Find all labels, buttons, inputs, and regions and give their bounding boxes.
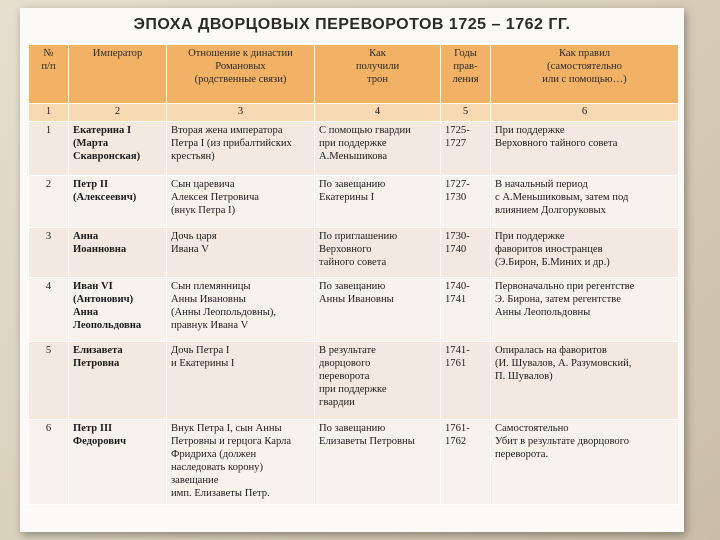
- cell-rule: В начальный период с А.Меньшиковым, затем под влиянием Долгоруковых: [491, 176, 679, 228]
- column-number: 5: [441, 104, 491, 122]
- header-throne: Как получили трон: [315, 45, 441, 104]
- cell-relation: Внук Петра I, сын Анны Петровны и герцога Карла Фридриха (должен наследовать корону) завещание имп. Елизаветы Петр.: [167, 420, 315, 505]
- cell-years: 1725- 1727: [441, 122, 491, 176]
- cell-throne: По приглашению Верховного тайного совета: [315, 228, 441, 278]
- cell-num: 3: [29, 228, 69, 278]
- cell-years: 1741- 1761: [441, 342, 491, 420]
- cell-num: 1: [29, 122, 69, 176]
- cell-relation: Дочь царя Ивана V: [167, 228, 315, 278]
- cell-years: 1761- 1762: [441, 420, 491, 505]
- cell-relation: Сын царевича Алексея Петровича (внук Петра I): [167, 176, 315, 228]
- header-num: № п/п: [29, 45, 69, 104]
- page-title: ЭПОХА ДВОРЦОВЫХ ПЕРЕВОРОТОВ 1725 – 1762 ГГ.: [133, 16, 571, 33]
- cell-emperor: Петр III Федорович: [69, 420, 167, 505]
- cell-num: 4: [29, 278, 69, 342]
- table-row: [29, 278, 679, 342]
- cell-throne: По завещанию Анны Ивановны: [315, 278, 441, 342]
- cell-num: 5: [29, 342, 69, 420]
- table-row: [29, 122, 679, 176]
- cell-throne: В результате дворцового переворота при поддержке гвардии: [315, 342, 441, 420]
- cell-throne: С помощью гвардии при поддержке А.Меньшикова: [315, 122, 441, 176]
- header-relation: Отношение к династии Романовых (родственные связи): [167, 45, 315, 104]
- cell-relation: Дочь Петра I и Екатерины I: [167, 342, 315, 420]
- table-row: [29, 420, 679, 505]
- cell-rule: Самостоятельно Убит в результате дворцового переворота.: [491, 420, 679, 505]
- column-number: 4: [315, 104, 441, 122]
- cell-num: 2: [29, 176, 69, 228]
- column-number-row: [29, 104, 679, 122]
- cell-num: 6: [29, 420, 69, 505]
- cell-emperor: Иван VI (Антонович) Анна Леопольдовна: [69, 278, 167, 342]
- slide: [20, 8, 684, 532]
- cell-emperor: Анна Иоанновна: [69, 228, 167, 278]
- rulers-table: [28, 44, 679, 505]
- cell-years: 1730- 1740: [441, 228, 491, 278]
- header-years: Годы прав- ления: [441, 45, 491, 104]
- cell-years: 1740- 1741: [441, 278, 491, 342]
- column-number: 2: [69, 104, 167, 122]
- cell-emperor: Екатерина I (Марта Скавронская): [69, 122, 167, 176]
- table-row: [29, 342, 679, 420]
- column-number: 3: [167, 104, 315, 122]
- cell-throne: По завещанию Екатерины I: [315, 176, 441, 228]
- cell-throne: По завещанию Елизаветы Петровны: [315, 420, 441, 505]
- table-row: [29, 176, 679, 228]
- header-rule: Как правил (самостоятельно или с помощью…): [491, 45, 679, 104]
- column-number: 6: [491, 104, 679, 122]
- cell-emperor: Петр II (Алексеевич): [69, 176, 167, 228]
- header-row: [29, 45, 679, 104]
- cell-years: 1727- 1730: [441, 176, 491, 228]
- cell-rule: При поддержке фаворитов иностранцев (Э.Бирон, Б.Миних и др.): [491, 228, 679, 278]
- cell-rule: Первоначально при регентстве Э. Бирона, затем регентстве Анны Леопольдовны: [491, 278, 679, 342]
- column-number: 1: [29, 104, 69, 122]
- cell-rule: При поддержке Верховного тайного совета: [491, 122, 679, 176]
- cell-relation: Вторая жена императора Петра I (из прибалтийских крестьян): [167, 122, 315, 176]
- cell-emperor: Елизавета Петровна: [69, 342, 167, 420]
- header-emperor: Император: [69, 45, 167, 104]
- table-row: [29, 228, 679, 278]
- cell-rule: Опиралась на фаворитов (И. Шувалов, А. Разумовский, П. Шувалов): [491, 342, 679, 420]
- cell-relation: Сын племянницы Анны Ивановны (Анны Леопольдовны), правнук Ивана V: [167, 278, 315, 342]
